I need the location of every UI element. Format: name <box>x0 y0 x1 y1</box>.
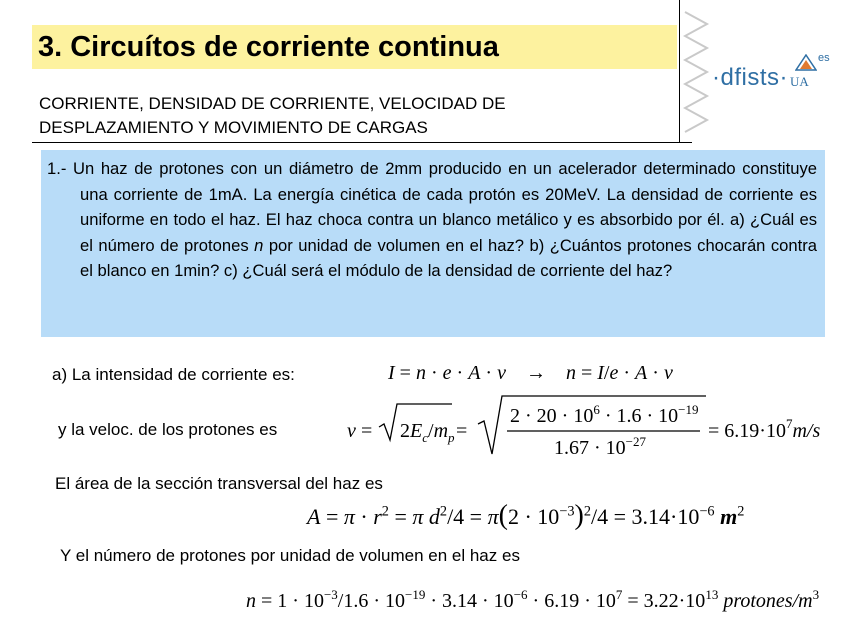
header-horizontal-divider <box>32 142 692 143</box>
slide-title: 3. Circuítos de corriente continua <box>38 31 499 63</box>
svg-text:=: = <box>456 420 468 442</box>
density-label: Y el número de protones por unidad de volumen en el haz es <box>60 546 520 565</box>
svg-text:1.67 · 10−27: $1.67 \cdot 10^{-27}$ <box>554 434 647 459</box>
current-intensity-label: a) La intensidad de corriente es: <box>52 365 295 384</box>
area-equation: $A = \pi \cdot r^2 = \pi$ $d^2/4 = \pi(2 \cdot 10^{-3})^2/4 = 3.14\cdot 10^{-6}$ $m^2$ <box>307 500 745 531</box>
svg-text:v: v <box>347 420 356 442</box>
velocity-label: y la veloc. de los protones es <box>58 420 278 439</box>
logo-ua: UA <box>790 74 809 89</box>
current-equation: I = n · e · A · v → n = I/e · A · v <box>388 362 673 384</box>
velocity-equation <box>344 392 844 462</box>
svg-text:2Ec/mp: $2E_c/m_p$ <box>400 420 455 445</box>
header-vertical-divider <box>679 0 680 142</box>
problem-statement: 1.- Un haz de protones con un diámetro de 2mm producido en un acelerador determinado constituye una corriente de 1mA. La energía cinética de cada protón es 20MeV. La densidad de corriente es uniforme en todo el haz. El haz choca contra un blanco metálico y es absorbido por él. a) ¿Cuál es el número de protones n por unidad de volumen en el haz? b) ¿Cuántos protones chocarán contra el blanco en 1min? c) ¿Cuál será el módulo de la densidad de corriente del haz? <box>47 159 818 281</box>
logo-triangle-icon <box>795 54 817 72</box>
density-equation: $n = 1 \cdot 10^{-3}/1.6 \cdot 10^{-19} \cdot 3.14 \cdot 10^{-6} \cdot 6.19 \cdot 10^7 = 3.22\cdot 10^{13}$ protones/$m^3$ <box>246 587 820 612</box>
svg-text:= 6.19·107m/s: = $6.19\cdot 10^7m/s$ <box>708 416 821 442</box>
zigzag-decoration-icon <box>683 10 711 140</box>
logo-es: es <box>818 52 830 64</box>
svg-text:2 · 20 · 106 · 1.6 · 10−19: $2 \cdot 20 \cdot 10^6 \cdot 1.6 \cdot 10^{-19}$ <box>510 402 699 427</box>
slide-subtitle: CORRIENTE, DENSIDAD DE CORRIENTE, VELOCIDAD DE DESPLAZAMIENTO Y MOVIMIENTO DE CARGAS <box>39 94 506 137</box>
svg-text:=: = <box>361 420 373 442</box>
logo-text: ·dfists· <box>712 64 789 91</box>
area-label: El área de la sección transversal del haz es <box>55 474 383 493</box>
problem-box <box>41 150 825 337</box>
